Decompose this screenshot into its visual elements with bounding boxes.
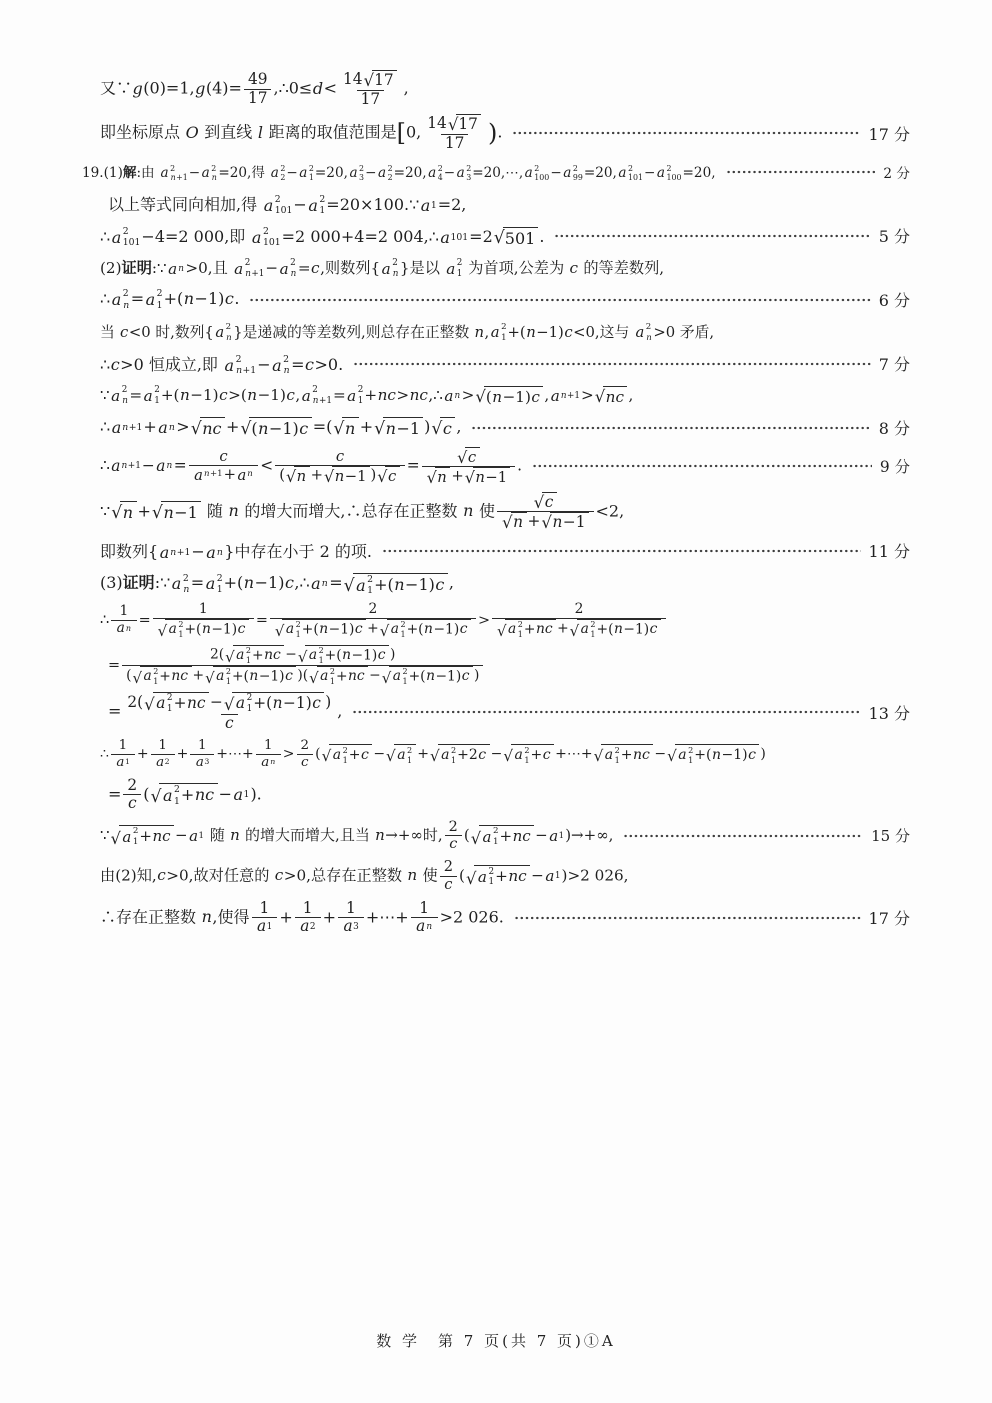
solution-line xyxy=(100,819,910,853)
solution-line xyxy=(100,570,910,596)
math-expression: ∵ a 2 n = a 2 1 +(n−1)c>(n−1)c, a 2 n+1 = a 2 1 +nc>nc,∴ a n > √ (n−1)c , a n+1 > √ nc , xyxy=(100,384,634,407)
sqrt-radical: √ a 2 1 +(n−1)c xyxy=(667,744,759,764)
fraction: 1 √ a 2 1 +(n−1)c xyxy=(153,602,254,639)
fraction: 1 a 3 xyxy=(190,738,214,770)
math-expression: 当 c<0 时,数列{ a 2 n }是递减的等差数列,则总存在正整数 n, a 2 1 +(n−1)c<0,这与 a 2 n >0 矛盾, xyxy=(100,322,715,343)
math-expression: ∵ √ a 2 1 +nc − a 1 随 n 的增大而增大,且当 n→+∞时, $\frac{2}{c}$ ( √ a 2 1 +nc − a 1 )→+∞, xyxy=(100,818,614,853)
dots-leader xyxy=(623,834,863,838)
variable: a n+1 xyxy=(111,418,143,438)
sqrt-radical: √ a 2 1 +(n−1)c xyxy=(158,619,249,639)
score-label: 17 分 xyxy=(868,124,910,144)
page-footer: 数 学 第 7 页(共 7 页)①A xyxy=(376,1332,616,1350)
solution-line xyxy=(100,447,910,486)
solution-line xyxy=(100,602,910,639)
sqrt-radical: √ a 2 1 +(n−1)c xyxy=(344,573,448,596)
solution-line xyxy=(100,859,910,894)
math-expression: ∴ 1 a 1 + 1 a 2 + 1 a 3 +⋯+ 1 a n > $\frac{2}{c}$ ( √ a 2 1 +c − √ a 2 1 + √ a 2 1 +2c − √ a 2 1 +c +⋯+ √ a 2 1 +nc − √ a 2 1 +(n−1)c ) xyxy=(100,738,766,770)
variable: a n xyxy=(156,457,173,476)
solution-line xyxy=(100,492,910,532)
math-expression: 以上等式同向相加,得 a 2 101 − a 2 1 =20×100.∵ a 1 =2, xyxy=(108,193,467,217)
sqrt-radical: √ c xyxy=(457,447,479,466)
solution-line xyxy=(100,223,910,249)
variable: a 2 1 xyxy=(446,257,463,279)
variable: a 2 2 xyxy=(377,163,393,183)
variable: a 2 1 xyxy=(604,745,620,766)
variable: a 2 1 xyxy=(332,745,348,766)
sqrt-radical: √ a 2 1 +nc xyxy=(309,666,368,686)
variable: a 1 xyxy=(420,195,437,215)
sqrt-radical: √ a 2 1 xyxy=(386,744,416,764)
variable: a 2 1 xyxy=(477,866,495,888)
math-expression: = 2( √ a 2 1 +nc − √ a 2 1 +(n−1)c ) c , xyxy=(108,692,343,732)
variable: a 2 101 xyxy=(111,225,141,249)
fraction: $\frac{2}{c}$ xyxy=(445,819,462,853)
variable: a n+1 xyxy=(550,386,580,405)
fraction: $\frac{49}{17}$ xyxy=(244,71,272,107)
variable: a 2 3 xyxy=(349,163,365,183)
variable: a 2 1 xyxy=(392,666,408,686)
sqrt-radical: √ a 2 1 +c xyxy=(503,744,554,764)
variable: a n xyxy=(116,619,132,636)
fraction: 14 √ 17 17 xyxy=(423,114,486,152)
solution-line xyxy=(100,351,910,377)
score-label: 13 分 xyxy=(868,703,910,723)
variable: a 2 100 xyxy=(656,163,682,183)
dots-leader xyxy=(726,170,876,174)
sqrt-radical: √ a 2 1 +(n−1)c xyxy=(205,666,296,686)
variable: a 2 1 xyxy=(205,572,223,595)
variable: a 2 n xyxy=(381,257,399,279)
fraction: 14 √ 17 17 xyxy=(339,70,402,108)
variable: a n xyxy=(416,917,433,936)
fraction: 2( √ a 2 1 +nc − √ a 2 1 +(n−1)c ) ( √ a 2 1 +nc + √ a 2 1 +(n−1)c )( √ a 2 1 +nc − √ a 2 1 +(n−1)c ) xyxy=(122,645,483,686)
dots-leader xyxy=(249,298,870,302)
variable: a 2 1 xyxy=(397,745,413,766)
sqrt-radical: √ n xyxy=(111,501,136,522)
variable: a n+1 xyxy=(111,457,141,476)
sqrt-radical: √ a 2 1 +(n−1)c xyxy=(570,619,661,639)
variable: a 2 n xyxy=(111,384,128,406)
bold-label: 证明 xyxy=(121,258,152,277)
sqrt-radical: √ a 2 1 +(n−1)c xyxy=(224,692,324,714)
fraction: c ( √ n + √ n−1 ) √ c xyxy=(275,448,405,485)
sqrt-radical: √ n−1 xyxy=(374,417,423,438)
variable: a 2 3 xyxy=(456,163,472,183)
variable: a 1 xyxy=(189,826,205,845)
fraction: 2( √ a 2 1 +nc − √ a 2 1 +(n−1)c ) c xyxy=(127,692,332,732)
variable: a 2 1 xyxy=(162,784,180,807)
sqrt-radical: √ n xyxy=(333,417,358,438)
variable: a 2 n xyxy=(635,322,652,343)
solution-line xyxy=(82,159,910,185)
variable: a 2 101 xyxy=(263,193,293,217)
sqrt-radical: √ c xyxy=(431,417,455,438)
math-expression: = $\frac{2}{c}$ ( √ a 2 1 +nc − a 1 ). xyxy=(108,775,262,813)
variable: a 2 101 xyxy=(251,225,281,249)
solution-line xyxy=(100,70,910,108)
fraction: 1 a 2 xyxy=(295,900,321,936)
math-expression: ∵ √ n + √ n−1 随 n 的增大而增大,∴总存在正整数 n 使 √ c √ n + √ n−1 <2, xyxy=(100,492,625,533)
math-expression: 即坐标原点 O 到直线 l 距离的取值范围是[0, 14 √ 17 17 ). xyxy=(100,114,503,152)
sqrt-radical: √ n−1 xyxy=(324,466,369,485)
fraction: $\frac{2}{c}$ xyxy=(297,738,314,770)
math-expression: 由(2)知,c>0,故对任意的 c>0,总存在正整数 n 使 $\frac{2}{c}$ ( √ a 2 1 +nc − a 1 )>2 026, xyxy=(100,857,629,893)
sqrt-radical: √ nc xyxy=(595,386,628,406)
variable: a 2 2 xyxy=(270,163,286,183)
math-expression: ∴ a 2 n = a 2 1 +(n−1)c. xyxy=(100,288,240,311)
variable: a 2 1 xyxy=(235,692,253,714)
variable: a n+1 xyxy=(159,543,191,563)
score-label: 15 分 xyxy=(871,827,910,846)
variable: a 2 1 xyxy=(356,573,374,597)
variable: a 2 n xyxy=(279,257,297,279)
score-label: 17 分 xyxy=(868,909,910,929)
bold-label: 解 xyxy=(122,164,137,181)
score-label: 8 分 xyxy=(878,419,910,439)
variable: a 2 1 xyxy=(508,619,523,639)
fraction: $\frac{2}{c}$ xyxy=(440,859,457,894)
variable: a n xyxy=(261,754,276,770)
dots-leader xyxy=(353,362,871,366)
variable: a 2 1 xyxy=(514,745,530,766)
variable: a 2 1 xyxy=(347,384,364,406)
fraction: 1 a 1 xyxy=(111,738,135,770)
math-expression: 19.(1)解:由 a 2 n+1 − a 2 n =20,得 a 2 2 − a 2 1 =20, a 2 3 − a 2 2 =20, a 2 4 − a 2 3 =20,⋯, a 2 100 − a 2 99 =20, a 2 101 − a 2 100 =20, xyxy=(82,163,716,183)
variable: a 2 1 xyxy=(299,163,314,183)
fraction: c a n+1 + a n xyxy=(189,448,259,483)
solution-line xyxy=(100,538,910,564)
fraction: 1 a 2 xyxy=(151,738,175,770)
dots-leader xyxy=(382,549,861,553)
dots-leader xyxy=(352,710,860,714)
variable: a 2 1 xyxy=(482,826,499,848)
fraction: 2 √ a 2 1 +nc + √ a 2 1 +(n−1)c xyxy=(492,602,666,639)
variable: a 2 1 xyxy=(216,666,231,686)
variable: a 2 xyxy=(300,917,316,936)
variable: a 2 1 xyxy=(580,619,596,639)
math-expression: ∴ a n+1 + a n > √ nc + √ (n−1)c =( √ n + √ n−1 ) √ c , xyxy=(100,417,462,439)
variable: a 101 xyxy=(440,227,469,247)
sqrt-radical: √ a 2 1 +2c xyxy=(430,744,490,764)
math-expression: ∴存在正整数 n,使得 1 a 1 + 1 a 2 + 1 a 3 +⋯+ 1 a n >2 026. xyxy=(100,898,504,936)
fraction: $\frac{2}{c}$ xyxy=(123,777,141,813)
variable: a n+1 xyxy=(194,466,223,484)
sqrt-radical: √ a 2 1 +nc xyxy=(111,825,174,847)
math-expression: ∴ a n+1 − a n = c a n+1 + a n < c ( √ n + √ n−1 ) √ c = √ c √ n + √ n−1 . xyxy=(100,447,523,487)
sqrt-radical: √ a 2 1 +(n−1)c xyxy=(298,645,389,665)
variable: a n xyxy=(158,418,175,438)
sqrt-radical: √ nc xyxy=(191,417,225,438)
score-label: 7 分 xyxy=(878,355,910,375)
variable: a 2 n xyxy=(171,572,190,595)
big-bracket: ) xyxy=(487,119,498,148)
variable: a 2 1 xyxy=(122,826,139,848)
sqrt-radical: √ a 2 1 +(n−1)c xyxy=(380,619,471,639)
variable: a 2 n xyxy=(272,353,290,377)
math-expression: = 2( √ a 2 1 +nc − √ a 2 1 +(n−1)c ) ( √ a 2 1 +nc + √ a 2 1 +(n−1)c )( √ a 2 1 +nc − √ a 2 1 +(n−1)c ) xyxy=(108,645,485,686)
variable: a 3 xyxy=(195,754,210,770)
score-label: 5 分 xyxy=(878,227,910,247)
fraction: √ c √ n + √ n−1 xyxy=(422,447,516,486)
variable: a 3 xyxy=(343,917,359,936)
variable: a n xyxy=(206,543,223,563)
big-bracket: [ xyxy=(396,119,406,148)
sqrt-radical: √ (n−1)c xyxy=(475,386,543,406)
math-expression: ∴ a 2 101 −4=2 000,即 a 2 101 =2 000+4=2 004,∴ a 101 =2 √ 501 . xyxy=(100,225,545,249)
variable: a 2 1 xyxy=(390,619,406,639)
variable: a 2 1 xyxy=(320,666,335,686)
variable: a 2 1 xyxy=(441,745,457,766)
sqrt-radical: √ a 2 1 +nc xyxy=(497,619,556,639)
solution-line xyxy=(100,255,910,281)
sqrt-radical: √ a 2 1 +nc xyxy=(466,865,530,887)
variable: a 2 1 xyxy=(285,619,301,639)
variable: a 2 4 xyxy=(428,163,443,183)
variable: a n xyxy=(311,574,328,594)
variable: a 2 1 xyxy=(143,384,160,406)
sqrt-radical: √ a 2 1 +c xyxy=(322,744,373,764)
variable: a 2 n+1 xyxy=(224,353,257,377)
variable: a n xyxy=(168,259,184,278)
sqrt-radical: √ 17 xyxy=(448,114,481,134)
variable: a 1 xyxy=(233,785,250,805)
variable: a 2 n+1 xyxy=(301,384,332,406)
variable: a 1 xyxy=(257,917,273,936)
math-expression: (3)证明:∵ a 2 n = a 2 1 +(n−1)c,∴ a n = √ a 2 1 +(n−1)c , xyxy=(100,572,454,597)
variable: a 2 101 xyxy=(618,163,643,183)
solution-lines xyxy=(82,64,910,942)
sqrt-radical: √ a 2 1 +nc xyxy=(144,692,209,714)
math-expression: ∴c>0 恒成立,即 a 2 n+1 − a 2 n =c>0. xyxy=(100,353,344,377)
sqrt-radical: √ a 2 1 +nc xyxy=(150,783,217,806)
variable: a n xyxy=(237,466,253,484)
solution-line xyxy=(100,415,910,441)
solution-line xyxy=(100,287,910,313)
fraction: √ c √ n + √ n−1 xyxy=(497,492,594,532)
variable: a 2 xyxy=(156,754,170,770)
dots-leader xyxy=(514,916,861,920)
variable: a 2 n xyxy=(111,288,130,311)
variable: a 1 xyxy=(116,754,130,770)
variable: a n xyxy=(444,386,461,405)
dots-leader xyxy=(554,234,870,238)
dots-leader xyxy=(512,131,860,135)
fraction: 1 a 1 xyxy=(252,900,278,936)
sqrt-radical: √ a 2 1 +nc xyxy=(594,744,654,764)
solution-line xyxy=(100,319,910,345)
sqrt-radical: √ a 2 1 +nc xyxy=(471,825,534,847)
sqrt-radical: √ c xyxy=(534,492,557,512)
dots-leader xyxy=(471,426,870,430)
math-expression: 又∵g(0)=1,g(4)= $\frac{49}{17}$ ,∴0≤d< 14 √ 17 17 , xyxy=(100,69,409,108)
variable: a 2 1 xyxy=(236,645,252,665)
sqrt-radical: √ a 2 1 +(n−1)c xyxy=(382,666,473,686)
score-label: 2 分 xyxy=(883,165,910,182)
variable: a 2 1 xyxy=(490,322,507,343)
variable: a 2 n xyxy=(201,163,217,183)
variable: a 2 1 xyxy=(308,645,324,665)
sqrt-radical: √ a 2 1 +nc xyxy=(132,666,191,686)
solution-line xyxy=(108,191,910,217)
solution-line xyxy=(108,777,910,813)
sqrt-radical: √ a 2 1 +(n−1)c xyxy=(275,619,366,639)
solution-line xyxy=(108,692,910,732)
fraction: 1 a n xyxy=(256,738,281,770)
variable: a 2 1 xyxy=(143,666,159,686)
solution-line xyxy=(100,383,910,409)
score-label: 9 分 xyxy=(879,458,910,477)
fraction: 1 a 3 xyxy=(338,900,364,936)
math-expression: 即数列{ a n+1 − a n }中存在小于 2 的项. xyxy=(100,542,372,563)
variable: a 2 99 xyxy=(563,163,583,183)
sqrt-radical: √ n−1 xyxy=(152,501,201,522)
variable: a 2 1 xyxy=(168,619,184,639)
variable: a 2 1 xyxy=(145,288,163,311)
solution-line xyxy=(100,738,910,770)
sqrt-radical: √ (n−1)c xyxy=(240,417,311,438)
solution-line xyxy=(100,900,910,936)
sqrt-radical: √ n−1 xyxy=(541,512,588,532)
fraction: 1 a n xyxy=(411,900,438,936)
variable: a 1 xyxy=(545,867,561,886)
sqrt-radical: √ c xyxy=(377,466,399,485)
math-expression: ∴ 1 a n = 1 √ a 2 1 +(n−1)c = 2 √ a 2 1 +(n−1)c + √ a 2 1 +(n−1)c > 2 √ a 2 1 +nc + √ a 2 1 +(n−1)c xyxy=(100,602,668,639)
variable: a 2 n+1 xyxy=(160,163,188,183)
variable: a 2 1 xyxy=(156,692,173,714)
variable: a 2 1 xyxy=(678,745,694,766)
sqrt-radical: √ a 2 1 +nc xyxy=(225,645,284,665)
variable: a 2 1 xyxy=(308,193,326,217)
dots-leader xyxy=(532,464,872,468)
score-label: 6 分 xyxy=(878,291,910,311)
math-expression: (2)证明:∵ a n >0,且 a 2 n+1 − a 2 n =c,则数列{ a 2 n }是以 a 2 1 为首项,公差为 c 的等差数列, xyxy=(100,257,665,279)
sqrt-radical: √ n xyxy=(427,467,451,486)
variable: a 2 100 xyxy=(524,163,550,183)
fraction: 1 a n xyxy=(111,604,136,637)
sqrt-radical: √ n xyxy=(286,466,310,485)
bold-label: 证明 xyxy=(122,573,155,593)
solution-line xyxy=(108,645,910,686)
sqrt-radical: √ 501 xyxy=(494,227,539,248)
solution-line xyxy=(100,114,910,152)
sqrt-radical: √ n xyxy=(502,512,526,532)
variable: a 2 n+1 xyxy=(234,257,265,279)
sqrt-radical: √ n−1 xyxy=(465,467,510,486)
sqrt-radical: √ 17 xyxy=(364,70,397,90)
score-label: 11 分 xyxy=(868,542,910,562)
fraction: 2 √ a 2 1 +(n−1)c + √ a 2 1 +(n−1)c xyxy=(270,602,476,639)
variable: a 2 n xyxy=(215,322,232,343)
variable: a 1 xyxy=(549,826,565,845)
